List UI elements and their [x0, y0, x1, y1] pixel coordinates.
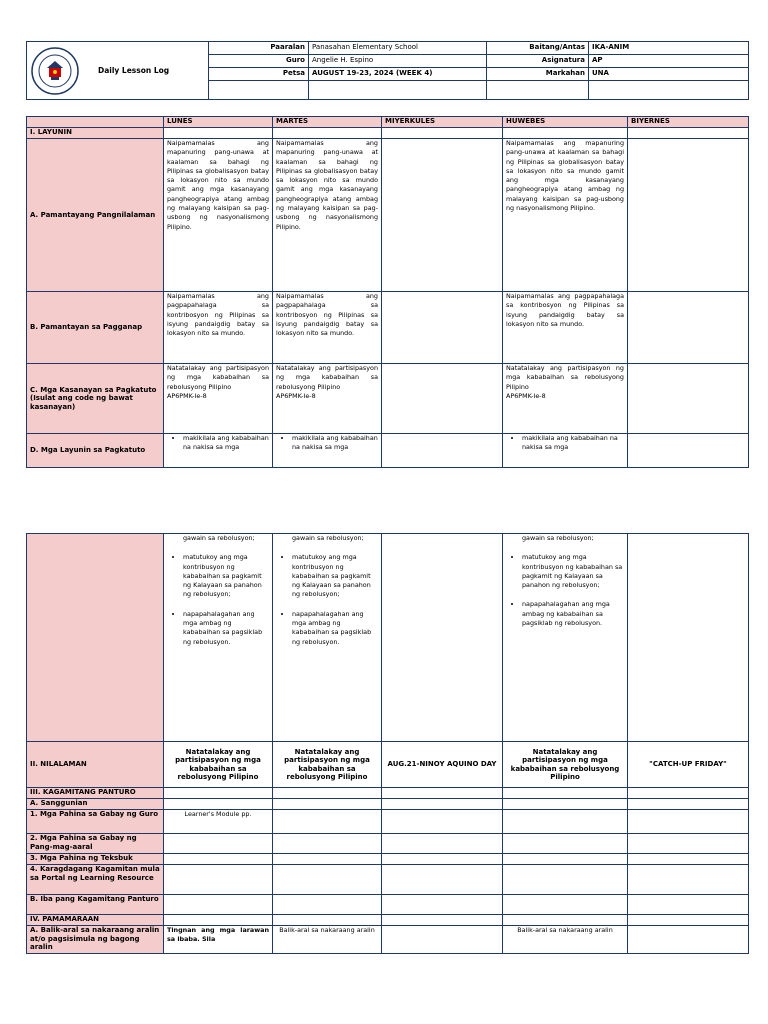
- row-label-pamantayan-pagganap: B. Pamantayan sa Pagganap: [27, 292, 164, 364]
- row-label-teksbuk: 3. Mga Pahina ng Teksbuk: [27, 854, 164, 865]
- value-guro: Angelie H. Espino: [309, 55, 487, 68]
- document-title: Daily Lesson Log: [98, 66, 170, 75]
- objective-3-martes: • napapahalagahan ang mga ambag ng kababaihan sa pagsiklab ng rebolusyon.: [292, 610, 378, 647]
- row-label-iba-pang: B. Iba pang Kagamitang Panturo: [27, 895, 164, 915]
- cell-kasanayan-lunes: Natatalakay ang partisipasyon ng mga kababaihan sa rebolusyong Pilipino AP6PMK-Ie-8: [164, 364, 273, 434]
- cell-layunin-lunes: [164, 434, 273, 468]
- cell-layunin-martes: [273, 434, 382, 468]
- objective-3-lunes: • napapahalagahan ang mga ambag ng kababaihan sa pagsiklab ng rebolusyon.: [183, 610, 269, 647]
- cell-pagganap-huwebes: Naipamamalas ang pagpapahalaga sa kontribosyon ng Pilipinas sa isyung pandaigdig batay sa lokasyon nito sa mundo.: [503, 292, 628, 364]
- label-guro: Guro: [209, 55, 309, 68]
- cell-layunin-cont-huwebes: gawain sa rebolusyon; • matutukoy ang mga kontribusyon ng kababaihan sa pagkamit ng Kalayaan sa panahon ng rebolusyon; • napapahalagahan ang mga ambag ng kababaihan sa pagsiklab ng rebolusyon.: [503, 534, 628, 742]
- code-lunes: AP6PMK-Ie-8: [167, 391, 207, 400]
- section-kagamitang-panturo: III. KAGAMITANG PANTURO: [27, 788, 164, 799]
- day-header-biyernes: BIYERNES: [628, 117, 749, 128]
- row-label-sanggunian: A. Sanggunian: [27, 799, 164, 810]
- cell-kasanayan-huwebes: Natatalakay ang partisipasyon ng mga kababaihan sa rebolusyong Pilipino AP6PMK-Ie-8: [503, 364, 628, 434]
- header-table: [26, 41, 749, 100]
- cell-nilalaman-martes: Natatalakay ang partisipasyon ng mga kababaihan sa rebolusyong Pilipino: [273, 742, 382, 788]
- label-baitang: Baitang/Antas: [487, 42, 589, 55]
- cell-gabay-guro-lunes: Learner's Module pp.: [164, 810, 273, 834]
- code-huwebes: AP6PMK-Ie-8: [506, 391, 546, 400]
- row-label-karagdagang: 4. Karagdagang Kagamitan mula sa Portal ng Learning Resource: [27, 865, 164, 895]
- code-martes: AP6PMK-Ie-8: [276, 391, 316, 400]
- lesson-log-table-part2: [26, 533, 749, 954]
- cell-pangnilalaman-lunes: Naipamamalas ang mapanuring pang-unawa at kaalaman sa bahagi ng Pilipinas sa globalisasyon batay sa lokasyon nito sa mundo gamit ang mga kasanayang pangheograpiya atang ambag ng malayang kaisipan sa pag-usbong ng nasyonalismong Pilipino.: [164, 139, 273, 292]
- value-paaralan: Panasahan Elementary School: [309, 42, 487, 55]
- cell-pangnilalaman-huwebes: Naipamamalas ang mapanuring pang-unawa at kaalaman sa bahagi ng Pilipinas sa globalisasyon batay sa lokasyon nito sa mundo gamit ang mga kasanayang pangheograpiya atang ambag ng malayang kaisipan sa pag-usbong ng nasyonalismong Pilipino.: [503, 139, 628, 292]
- day-header-miyerkules: MIYERKULES: [382, 117, 503, 128]
- deped-seal-icon: [30, 46, 80, 96]
- label-asignatura: Asignatura: [487, 55, 589, 68]
- cell-pangnilalaman-martes: Naipamamalas ang mapanuring pang-unawa at kaalaman sa bahagi ng Pilipinas sa globalisasyon batay sa lokasyon nito sa mundo gamit ang mga kasanayang pangheograpiya atang ambag ng malayang kaisipan sa pag-usbong ng nasyonalismong Pilipino.: [273, 139, 382, 292]
- cell-pagganap-lunes: Naipamamalas ang pagpapahalaga sa kontribosyon ng Pilipinas sa isyung pandaigdig batay sa lokasyon nito sa mundo.: [164, 292, 273, 364]
- objective-1-lunes: • makikilala ang kababaihan na nakisa sa mga: [183, 434, 269, 453]
- day-header-huwebes: HUWEBES: [503, 117, 628, 128]
- label-markahan: Markahan: [487, 68, 589, 81]
- row-label-pamantayang-pangnilalaman: A. Pamantayang Pangnilalaman: [27, 139, 164, 292]
- objective-1-huwebes: • makikilala ang kababaihan na nakisa sa mga: [522, 434, 624, 453]
- day-header-martes: MARTES: [273, 117, 382, 128]
- lesson-log-table-part1: [26, 116, 749, 468]
- cell-nilalaman-miyerkules: AUG.21-NINOY AQUINO DAY: [382, 742, 503, 788]
- row-label-gabay-guro: 1. Mga Pahina sa Gabay ng Guro: [27, 810, 164, 834]
- section-pamamaraan: IV. PAMAMARAAN: [27, 915, 164, 926]
- label-petsa: Petsa: [209, 68, 309, 81]
- row-label-gabay-mag-aaral: 2. Mga Pahina sa Gabay ng Pang-mag-aaral: [27, 834, 164, 854]
- cell-layunin-cont-martes: gawain sa rebolusyon; • matutukoy ang mga kontribusyon ng kababaihan sa pagkamit ng Kalayaan sa panahon ng rebolusyon; • napapahalagahan ang mga ambag ng kababaihan sa pagsiklab ng rebolusyon.: [273, 534, 382, 742]
- cell-pagganap-martes: Naipamamalas ang pagpapahalaga sa kontribosyon ng Pilipinas sa isyung pandaigdig batay sa lokasyon nito sa mundo.: [273, 292, 382, 364]
- cell-balik-aral-lunes: Tingnan ang mga larawan sa ibaba. Sila: [164, 926, 273, 954]
- cell-kasanayan-martes: Natatalakay ang partisipasyon ng mga kababaihan sa rebolusyong Pilipino AP6PMK-Ie-8: [273, 364, 382, 434]
- cell-balik-aral-huwebes: Balik-aral sa nakaraang aralin: [503, 926, 628, 954]
- row-label-nilalaman: II. NILALAMAN: [27, 742, 164, 788]
- cell-nilalaman-biyernes: "CATCH-UP FRIDAY": [628, 742, 749, 788]
- label-paaralan: Paaralan: [209, 42, 309, 55]
- header-logo-cell: [27, 42, 209, 100]
- row-label-balik-aral: A. Balik-aral sa nakaraang aralin at/o pagsisimula ng bagong aralin: [27, 926, 164, 954]
- cell-layunin-huwebes: [503, 434, 628, 468]
- cell-balik-aral-martes: Balik-aral sa nakaraang aralin: [273, 926, 382, 954]
- objective-1-martes: • makikilala ang kababaihan na nakisa sa mga: [292, 434, 378, 453]
- day-header-lunes: LUNES: [164, 117, 273, 128]
- value-baitang: IKA-ANIM: [589, 42, 749, 55]
- cell-nilalaman-lunes: Natatalakay ang partisipasyon ng mga kababaihan sa rebolusyong Pilipino: [164, 742, 273, 788]
- value-markahan: UNA: [589, 68, 749, 81]
- cell-nilalaman-huwebes: Natatalakay ang partisipasyon ng mga kababaihan sa rebolusyong Pilipino: [503, 742, 628, 788]
- objective-2-martes: • matutukoy ang mga kontribusyon ng kababaihan sa pagkamit ng Kalayaan sa panahon ng rebolusyon;: [292, 553, 378, 599]
- objective-2-lunes: • matutukoy ang mga kontribusyon ng kababaihan sa pagkamit ng Kalayaan sa panahon ng rebolusyon;: [183, 553, 269, 599]
- objective-2-huwebes: • matutukoy ang mga kontribusyon ng kababaihan sa pagkamit ng Kalayaan sa panahon ng rebolusyon;: [522, 553, 624, 590]
- section-layunin: I. LAYUNIN: [27, 128, 164, 139]
- row-label-mga-layunin: D. Mga Layunin sa Pagkatuto: [27, 434, 164, 468]
- value-petsa: AUGUST 19-23, 2024 (WEEK 4): [309, 68, 487, 81]
- cell-layunin-cont-lunes: gawain sa rebolusyon; • matutukoy ang mga kontribusyon ng kababaihan sa pagkamit ng Kalayaan sa panahon ng rebolusyon; • napapahalagahan ang mga ambag ng kababaihan sa pagsiklab ng rebolusyon.: [164, 534, 273, 742]
- value-asignatura: AP: [589, 55, 749, 68]
- objective-3-huwebes: • napapahalagahan ang mga ambag ng kababaihan sa pagsiklab ng rebolusyon.: [522, 600, 624, 628]
- row-label-kasanayan: C. Mga Kasanayan sa Pagkatuto (Isulat ang code ng bawat kasanayan): [27, 364, 164, 434]
